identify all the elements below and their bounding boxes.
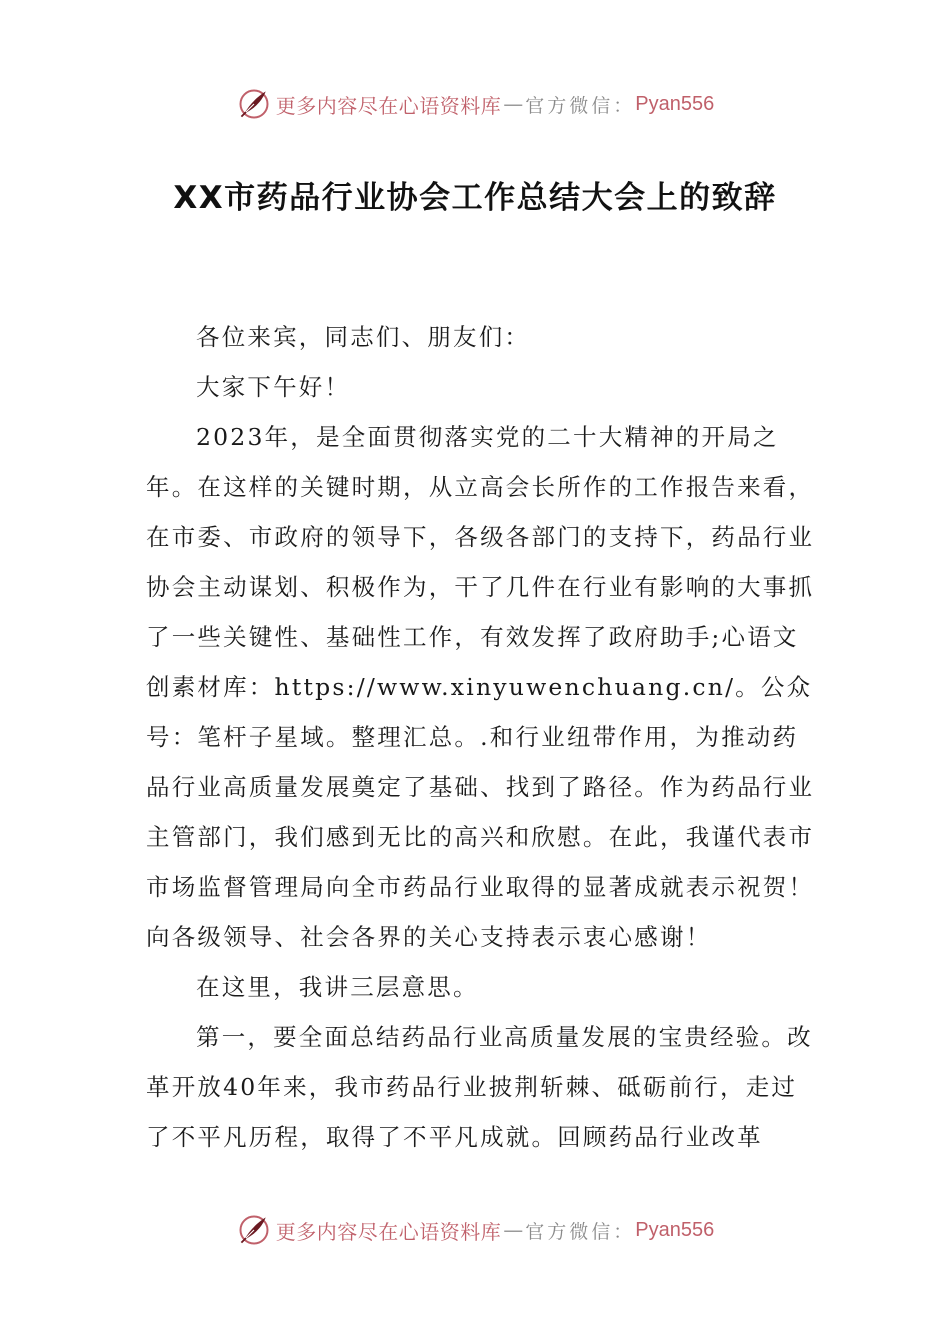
banner-wechat-id: Pyan556 [635,1218,715,1241]
paragraph-achievements: 2023年，是全面贯彻落实党的二十大精神的开局之年。在这样的关键时期，从立高会长所作的工作报告来看，在市委、市政府的领导下，各级各部门的支持下，药品行业协会主动谋划、积极作为，干了几件在行业有影响的大事抓了一些关键性、基础性工作，有效发挥了政府助手;心语文创素材库：https://www.xinyuwenchuang.cn/。公众号：笔杆子星域。整理汇总。.和行业纽带作用，为推动药品行业高质量发展奠定了基础、找到了路径。作为药品行业主管部门，我们感到无比的高兴和欣慰。在此，我谨代表市市场监督管理局向全市药品行业取得的显著成就表示祝贺！向各级领导、社会各界的关心支持表示衷心感谢！ [146,423,815,951]
banner-dash: — [503,1218,524,1242]
quill-pen-logo-icon [236,1212,272,1248]
paragraph-first-point: 第一，要全面总结药品行业高质量发展的宝贵经验。改革开放40年来，我市药品行业披荆斩棘、砥砺前行，走过了不平凡历程，取得了不平凡成就。回顾药品行业改革 [146,1023,813,1151]
banner-wechat-label: 官方微信： [525,1220,636,1243]
footer-banner [0,1210,950,1250]
banner-text: 更多内容尽在心语资料库 [275,93,502,118]
banner-wechat-label: 官方微信： [525,94,636,117]
document-body [146,312,816,1162]
header-banner [0,84,950,124]
paragraph-salutation: 各位来宾，同志们、朋友们： [196,323,531,351]
banner-wechat-id: Pyan556 [635,92,715,115]
document-title: XX市药品行业协会工作总结大会上的致辞 [173,180,777,216]
banner-text: 更多内容尽在心语资料库 [275,1219,502,1244]
banner-dash: — [503,92,524,116]
paragraph-greeting: 大家下午好！ [196,373,351,401]
quill-pen-logo-icon [236,86,272,122]
paragraph-outline: 在这里，我讲三层意思。 [196,973,479,1001]
